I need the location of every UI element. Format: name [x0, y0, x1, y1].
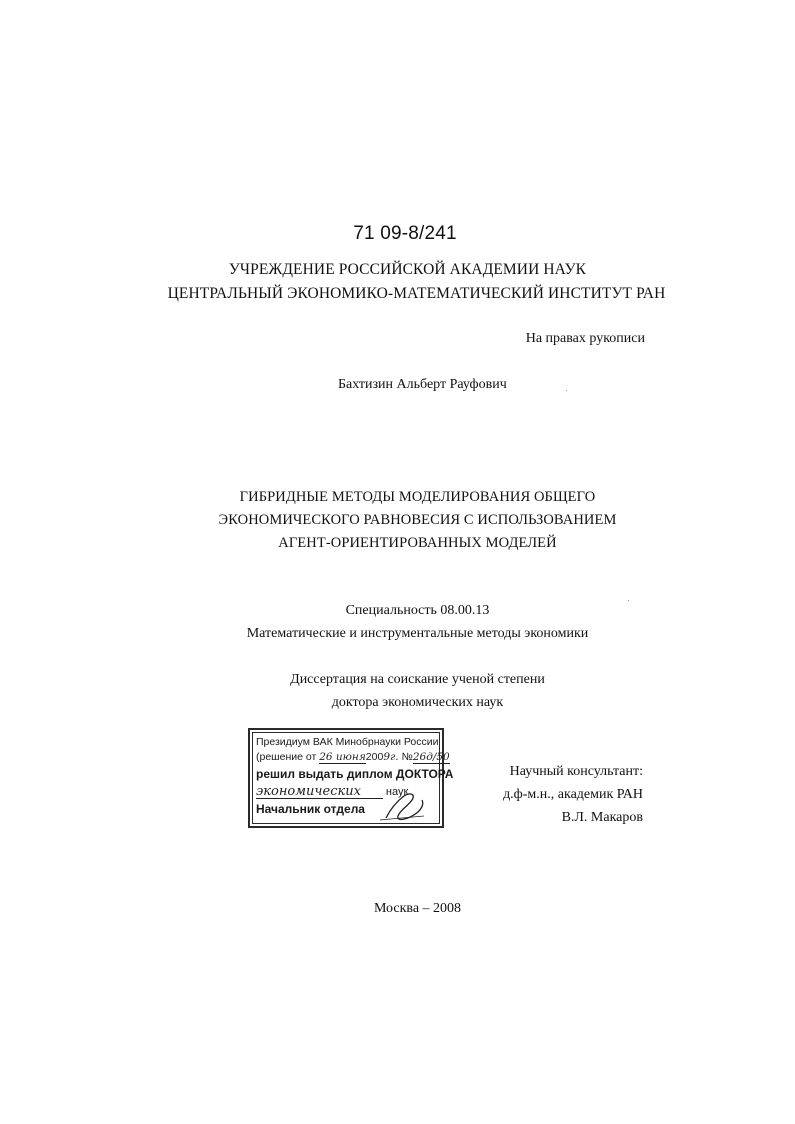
- signature-mark: [378, 790, 428, 824]
- institution-line-2: ЦЕНТРАЛЬНЫЙ ЭКОНОМИКО-МАТЕМАТИЧЕСКИЙ ИНСТИТУТ РАН: [167, 285, 666, 302]
- institution-line-1: УЧРЕЖДЕНИЕ РОССИЙСКОЙ АКАДЕМИИ НАУК: [228, 261, 587, 278]
- stamp-handwritten-field: экономических: [256, 785, 383, 799]
- stamp-line-3: решил выдать диплом ДОКТОРА: [256, 767, 454, 781]
- city-year: Москва – 2008: [373, 901, 462, 916]
- stamp-handwritten-date: 26 июня: [319, 751, 366, 763]
- dissertation-title-line-1: ГИБРИДНЫЕ МЕТОДЫ МОДЕЛИРОВАНИЯ ОБЩЕГО: [239, 489, 596, 505]
- dissertation-title-line-2: ЭКОНОМИЧЕСКОГО РАВНОВЕСИЯ С ИСПОЛЬЗОВАНИЕМ: [218, 512, 617, 528]
- stamp-handwritten-number: 26д/50: [412, 751, 450, 763]
- dissertation-title-line-3: АГЕНТ-ОРИЕНТИРОВАННЫХ МОДЕЛЕЙ: [278, 535, 557, 551]
- degree-line-1: Диссертация на соискание ученой степени: [290, 672, 545, 687]
- stamp-number-label: №: [401, 751, 413, 763]
- consultant-title: д.ф-м.н., академик РАН: [503, 787, 643, 802]
- scan-speck: [628, 600, 629, 601]
- specialty-name: Математические и инструментальные методы экономики: [246, 626, 589, 641]
- consultant-name: В.Л. Макаров: [561, 810, 643, 825]
- author-name: Бахтизин Альберт Рауфович: [338, 377, 507, 392]
- specialty-code: Специальность 08.00.13: [345, 603, 490, 618]
- stamp-handwritten-year: 9г.: [383, 751, 399, 763]
- archive-code: 71 09-8/241: [353, 223, 457, 244]
- stamp-year-prefix: 200: [365, 751, 384, 763]
- stamp-decision-prefix: (решение от: [256, 751, 317, 763]
- degree-line-2: доктора экономических наук: [331, 695, 504, 710]
- stamp-line-1: Президиум ВАК Минобрнауки России: [256, 736, 439, 748]
- stamp-field-suffix: наук: [385, 786, 409, 798]
- rights-note: На правах рукописи: [525, 331, 645, 346]
- stamp-line-2: [256, 751, 450, 764]
- consultant-label: Научный консультант:: [509, 764, 643, 779]
- scan-speck: [566, 390, 567, 391]
- stamp-line-5: Начальник отдела: [256, 802, 365, 816]
- vak-stamp: [248, 728, 454, 828]
